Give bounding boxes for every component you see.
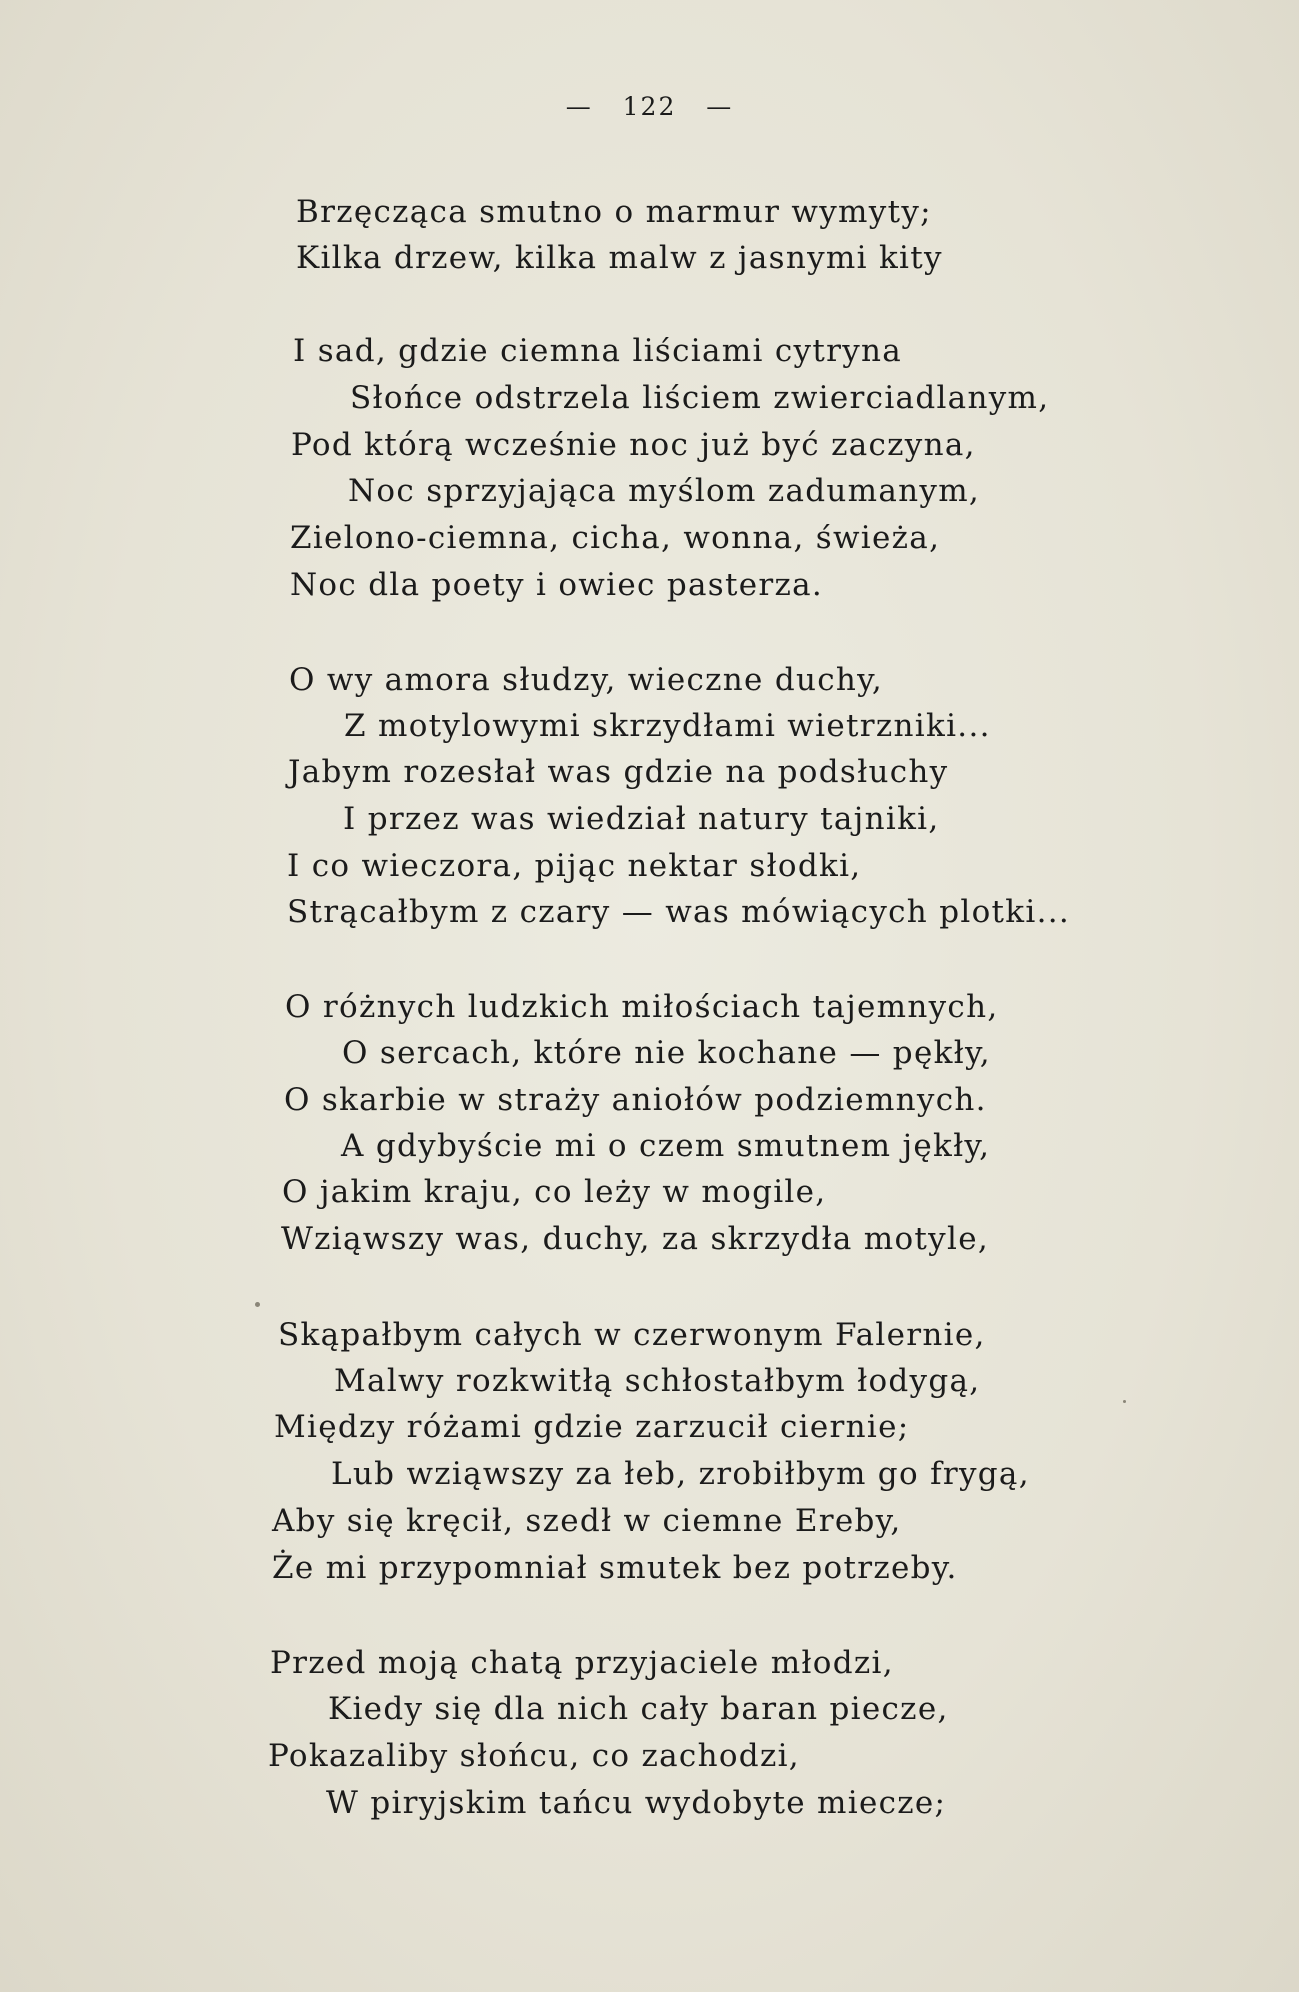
poem-line: O sercach, które nie kochane — pękły, <box>342 1035 991 1071</box>
poem-line: O wy amora słudzy, wieczne duchy, <box>289 662 884 698</box>
poem-line: O różnych ludzkich miłościach tajemnych, <box>285 989 999 1025</box>
poem-line: Pokazaliby słońcu, co zachodzi, <box>268 1738 800 1774</box>
paper-speck <box>255 1302 260 1307</box>
poem-line: Między różami gdzie zarzucił ciernie; <box>274 1409 910 1445</box>
poem-line: I sad, gdzie ciemna liściami cytryna <box>293 333 903 369</box>
poem-line: Zielono-ciemna, cicha, wonna, świeża, <box>290 520 941 556</box>
poem-line: Noc dla poety i owiec pasterza. <box>290 567 824 603</box>
poem-line: Z motylowymi skrzydłami wietrzniki... <box>344 708 991 744</box>
poem-line: I co wieczora, pijąc nektar słodki, <box>287 848 862 884</box>
poem-line: Jabym rozesłał was gdzie na podsłuchy <box>288 754 949 790</box>
paper-speck <box>1123 1400 1126 1403</box>
poem-line: Wziąwszy was, duchy, za skrzydła motyle, <box>281 1221 990 1257</box>
poem-line: Noc sprzyjająca myślom zadumanym, <box>348 473 981 509</box>
poem-line: Aby się kręcił, szedł w ciemne Ereby, <box>272 1503 902 1539</box>
poem-line: Kiedy się dla nich cały baran piecze, <box>328 1691 949 1727</box>
poem-line: Że mi przypomniał smutek bez potrzeby. <box>272 1550 958 1586</box>
poem-line: O jakim kraju, co leży w mogile, <box>282 1174 827 1210</box>
poem-line: Strącałbym z czary — was mówiących plotki... <box>287 894 1071 930</box>
poem-line: Lub wziąwszy za łeb, zrobiłbym go frygą, <box>331 1456 1030 1492</box>
poem-line: Słońce odstrzela liściem zwierciadlanym, <box>350 380 1050 416</box>
poem-line: Przed moją chatą przyjaciele młodzi, <box>270 1645 894 1681</box>
poem-line: Brzęcząca smutno o marmur wymyty; <box>296 194 932 230</box>
poem-line: I przez was wiedział natury tajniki, <box>343 801 940 837</box>
poem-line: O skarbie w straży aniołów podziemnych. <box>284 1082 987 1118</box>
page-number: — 122 — <box>565 92 734 121</box>
poem-line: Malwy rozkwitłą schłostałbym łodygą, <box>334 1363 981 1399</box>
poem-line: A gdybyście mi o czem smutnem jękły, <box>341 1128 991 1164</box>
poem-line: W piryjskim tańcu wydobyte miecze; <box>326 1785 947 1821</box>
poem-line: Pod którą wcześnie noc już być zaczyna, <box>291 427 976 463</box>
poem-line: Kilka drzew, kilka malw z jasnymi kity <box>296 240 943 276</box>
poem-line: Skąpałbym całych w czerwonym Falernie, <box>278 1317 986 1353</box>
